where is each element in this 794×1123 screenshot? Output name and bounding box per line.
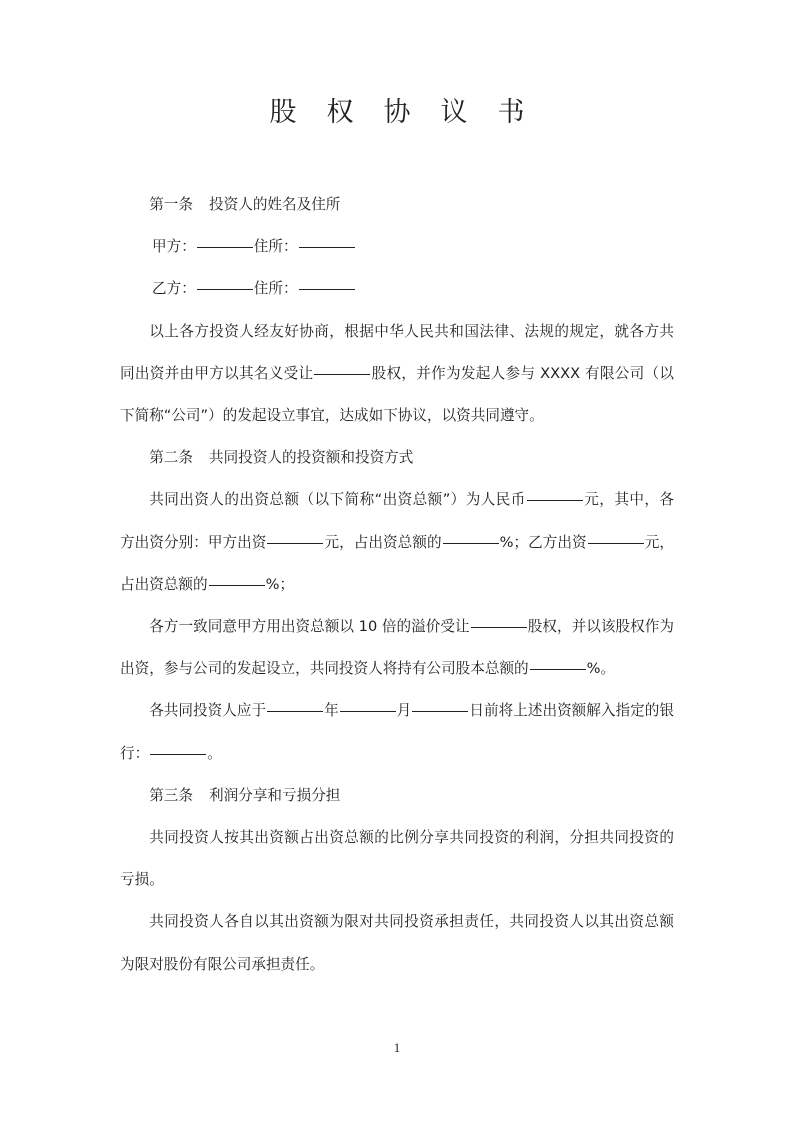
text-run: 年	[324, 702, 339, 720]
equity-transfer-blank[interactable]	[471, 626, 527, 628]
party-a-name-blank[interactable]	[197, 246, 253, 248]
text-run: 元，占出资总额的	[120, 533, 674, 593]
section-heading-1	[120, 184, 674, 226]
text-run: 日前将上述出资额解入指定的银行：	[120, 702, 674, 762]
party-b-capital-blank[interactable]	[588, 542, 644, 544]
text-run: 。	[207, 744, 222, 762]
paragraph-profit-sharing: 共同投资人按其出资额占出资总额的比例分享共同投资的利润，分担共同投资的亏损。	[120, 829, 674, 889]
paragraph-agreement-intro	[120, 311, 674, 438]
month-blank[interactable]	[340, 710, 396, 712]
year-blank[interactable]	[267, 710, 323, 712]
text-run: %；	[265, 575, 295, 593]
text-run: %；乙方出资	[499, 533, 587, 551]
text-run: 元，占出资总额的	[324, 533, 442, 551]
equity-target-blank[interactable]	[314, 373, 370, 375]
text-run: 股权，并以该股权作为出资，参与公司的发起设立，共同投资人将持有公司股本总额的	[120, 618, 674, 678]
text-run: 以上各方投资人经友好协商，根据中华人民共和国法律、法规的规定，就各方共同出资并由甲方以其名义受让	[120, 322, 674, 382]
party-a-line	[120, 226, 674, 268]
party-a-label: 甲方：	[152, 238, 196, 256]
text-run: %。	[586, 660, 616, 678]
party-b-label: 乙方：	[152, 280, 196, 298]
party-a-capital-blank[interactable]	[267, 542, 323, 544]
text-run: 共同出资人的出资总额（以下简称“出资总额”）为人民币	[149, 491, 526, 509]
share-percent-blank[interactable]	[530, 668, 586, 670]
party-a-percent-blank[interactable]	[443, 542, 499, 544]
party-b-address-label: 住所：	[253, 280, 298, 298]
section-number: 第二条	[149, 449, 193, 467]
document-title: 股权协议书	[269, 97, 555, 128]
page-number: 1	[393, 1040, 401, 1055]
paragraph-payment-deadline	[120, 690, 674, 774]
party-a-address-blank[interactable]	[299, 246, 355, 248]
section-title: 利润分享和亏损分担	[209, 786, 341, 804]
bank-blank[interactable]	[150, 753, 206, 755]
party-a-address-label: 住所：	[253, 238, 298, 256]
total-capital-blank[interactable]	[527, 499, 583, 501]
text-run: 各共同投资人应于	[149, 702, 267, 720]
paragraph-capital-amounts	[120, 479, 674, 606]
document-body	[120, 184, 674, 986]
section-title: 共同投资人的投资额和投资方式	[209, 449, 414, 467]
day-blank[interactable]	[412, 710, 468, 712]
party-b-line	[120, 268, 674, 310]
text-run: 各方一致同意甲方用出资总额以 10 倍的溢价受让	[149, 618, 470, 636]
party-b-address-blank[interactable]	[299, 288, 355, 290]
section-heading-2	[120, 437, 674, 479]
party-b-name-blank[interactable]	[197, 288, 253, 290]
paragraph-premium-transfer	[120, 606, 674, 690]
section-title: 投资人的姓名及住所	[209, 196, 341, 213]
section-heading-3	[120, 775, 674, 817]
text-run: 月	[396, 702, 412, 720]
section-number: 第一条	[149, 196, 193, 213]
party-b-percent-blank[interactable]	[209, 584, 265, 586]
paragraph-liability: 共同投资人各自以其出资额为限对共同投资承担责任，共同投资人以其出资总额为限对股份有限公司承担责任。	[120, 913, 674, 973]
section-number: 第三条	[149, 786, 193, 804]
text-run: 股权，并作为发起人参与 XXXX 有限公司（以下简称“公司”）的发起设立事宜，达成如下协议，以资共同遵守。	[120, 364, 674, 425]
text-run: 元，其中，各方出资分别：甲方出资	[120, 491, 674, 551]
